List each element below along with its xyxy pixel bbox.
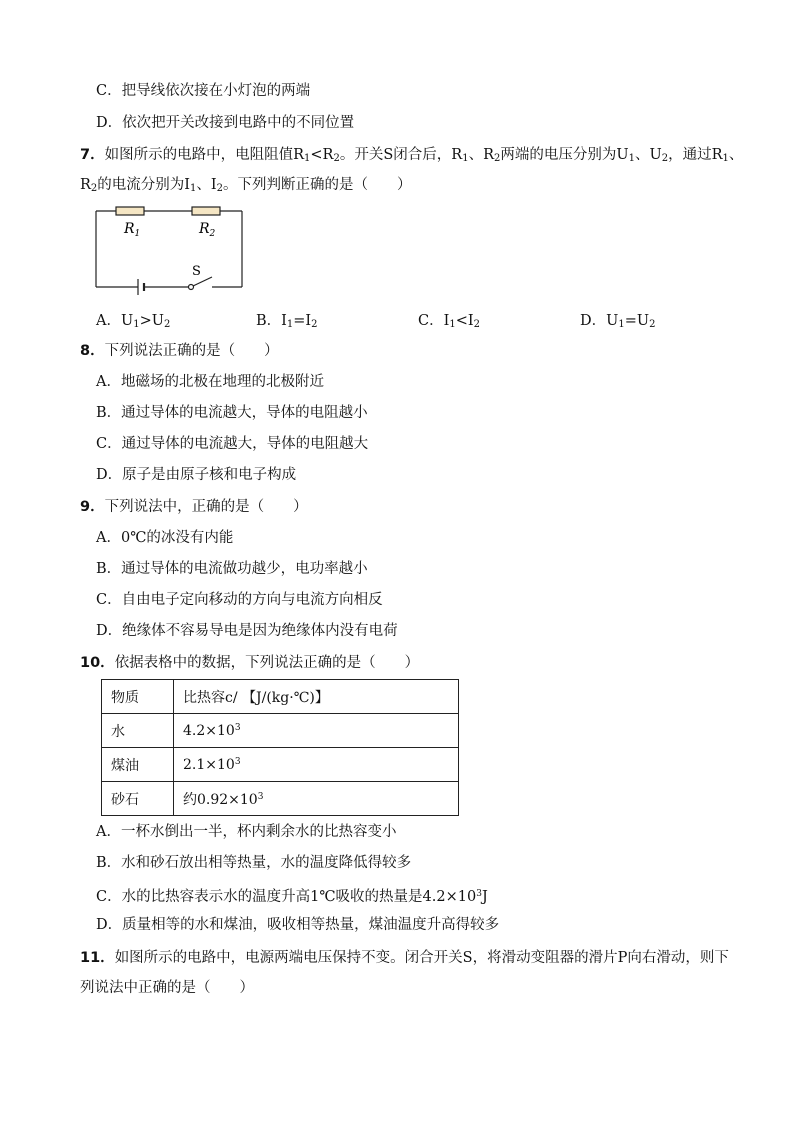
option-c: C．$I_1<I_2$	[418, 313, 480, 330]
r2-label: $R_2$	[199, 221, 216, 239]
question-10-stem: 10．依据表格中的数据，下列说法正确的是（ ）	[80, 655, 420, 671]
question-9-option-d: D．绝缘体不容易导电是因为绝缘体内没有电荷	[96, 623, 398, 639]
question-10-option-c: C．水的比热容表示水的温度升高1℃吸收的热量是$4.2\times 10^3J$	[96, 889, 488, 905]
question-10-option-b: B．水和砂石放出相等热量，水的温度降低得较多	[96, 855, 412, 871]
option-d-prev: D．依次把开关改接到电路中的不同位置	[96, 115, 355, 131]
question-11-stem-line2: 列说法中正确的是（ ）	[80, 980, 254, 996]
table-header-row	[102, 680, 459, 714]
question-8-stem: 8．下列说法正确的是（ ）	[80, 343, 279, 359]
option-a: A．$U_1>U_2$	[96, 313, 171, 330]
question-10-option-a: A．一杯水倒出一半，杯内剩余水的比热容变小	[96, 824, 397, 840]
option-b: B．$I_1=I_2$	[256, 313, 318, 330]
question-10-option-d: D．质量相等的水和煤油，吸收相等热量，煤油温度升高得较多	[96, 917, 500, 933]
switch-label: S	[192, 264, 201, 279]
option-d: D．$U_1=U_2$	[580, 313, 656, 330]
question-8-option-d: D．原子是由原子核和电子构成	[96, 467, 297, 483]
question-11-stem-line1: 11．如图所示的电路中，电源两端电压保持不变。闭合开关S，将滑动变阻器的滑片P向右滑动，则下	[80, 950, 729, 966]
question-9-stem: 9．下列说法中，正确的是（ ）	[80, 499, 308, 515]
option-c-prev: C．把导线依次接在小灯泡的两端	[96, 83, 311, 99]
table-header-substance: 物质	[102, 680, 174, 714]
table-row: 砂石 约$0.92\times 10^3$	[102, 782, 459, 816]
question-7-stem-line1: 7．如图所示的电路中，电阻阻值$R_1<R_2$。开关S闭合后，$R_1$、$R_2$两端的电压分别为$U_1$、$U_2$，通过$R_1$、	[80, 147, 744, 164]
resistor-r1	[116, 207, 144, 215]
table-row: 煤油 $2.1\times 10^3$	[102, 748, 459, 782]
series-circuit-diagram	[94, 203, 246, 299]
resistor-r2	[192, 207, 220, 215]
question-number: 7．	[80, 147, 105, 163]
table-row: 水 $4.2\times 10^3$	[102, 714, 459, 748]
question-8-option-c: C．通过导体的电流越大，导体的电阻越大	[96, 436, 369, 452]
table-header-specific-heat: 比热容c/ 【J/(kg·℃)】	[174, 680, 459, 714]
question-9-option-a: A．0℃的冰没有内能	[96, 530, 234, 546]
r1-label: $R_1$	[124, 221, 141, 239]
question-7-stem-line2: $R_2$的电流分别为$I_1$、$I_2$。下列判断正确的是（ ）	[80, 177, 412, 194]
question-9-option-c: C．自由电子定向移动的方向与电流方向相反	[96, 592, 383, 608]
question-8-option-b: B．通过导体的电流越大，导体的电阻越小	[96, 405, 368, 421]
question-8-option-a: A．地磁场的北极在地理的北极附近	[96, 374, 324, 390]
switch-pivot	[189, 285, 194, 290]
specific-heat-table	[101, 679, 459, 816]
question-9-option-b: B．通过导体的电流做功越少，电功率越小	[96, 561, 368, 577]
